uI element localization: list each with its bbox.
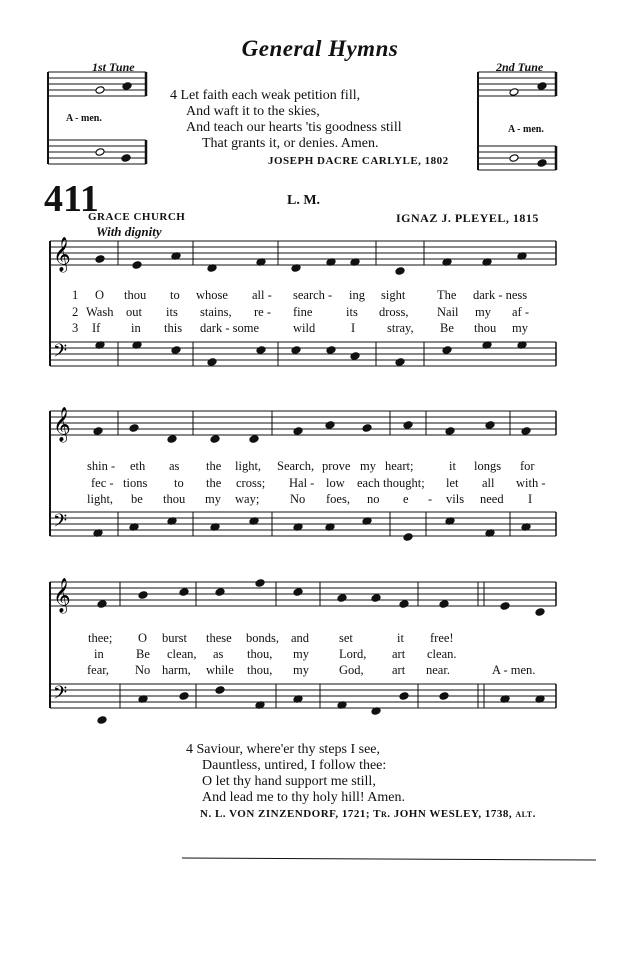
lyric-syllable: need [480, 492, 504, 506]
lyric-syllable: harm, [162, 663, 191, 677]
verse-number: 2 [72, 305, 79, 319]
note-head [403, 533, 413, 542]
note-head [293, 427, 303, 436]
lyric-syllable: thou [474, 321, 497, 335]
lyric-syllable: my [293, 663, 309, 677]
lyric-syllable: dark - ness [473, 288, 528, 302]
lyric-syllable: prove [322, 459, 351, 473]
lyric-syllable: all - [252, 288, 272, 302]
lyric-syllable: heart; [385, 459, 414, 473]
note-head [132, 261, 142, 270]
lyric-syllable: free! [430, 631, 454, 645]
note-head [326, 346, 336, 355]
lyric-syllable: light, [235, 459, 262, 473]
lyric-syllable: cross; [236, 476, 266, 490]
lyric-syllable: tions [123, 476, 148, 490]
tempo-marking: With dignity [96, 224, 162, 239]
prev-stanza-line: That grants it, or denies. Amen. [202, 136, 379, 151]
lyric-syllable: Search, [277, 459, 315, 473]
note-head [95, 148, 105, 157]
prev-stanza-line: And waft it to the skies, [186, 104, 320, 119]
bass-clef-icon: 𝄢 [53, 341, 68, 366]
stanza-line: 4 Saviour, where'er thy steps I see, [186, 742, 381, 757]
lyric-syllable: God, [339, 663, 364, 677]
lyric-syllable: clean, [167, 647, 197, 661]
note-head [350, 352, 360, 361]
lyric-syllable: search - [293, 288, 333, 302]
note-head [395, 267, 405, 276]
note-head [325, 421, 335, 430]
lyric-syllable: the [206, 476, 222, 490]
lyric-syllable: af - [512, 305, 529, 319]
lyric-syllable: and [291, 631, 310, 645]
note-head [371, 594, 381, 603]
note-head [439, 600, 449, 609]
lyric-syllable: The [437, 288, 457, 302]
lyric-syllable: this [164, 321, 183, 335]
lyric-syllable: with - [516, 476, 546, 490]
note-head [293, 588, 303, 597]
lyric-syllable: my [360, 459, 376, 473]
lyric-syllable: fear, [87, 663, 110, 677]
note-head [337, 594, 347, 603]
note-head [399, 692, 409, 701]
lyric-syllable: If [92, 321, 101, 335]
lyric-syllable: out [126, 305, 142, 319]
note-head [521, 427, 531, 436]
lyric-syllable: e [403, 492, 409, 506]
lyric-syllable: thou, [247, 663, 273, 677]
note-head [249, 435, 259, 444]
lyric-syllable: light, [87, 492, 114, 506]
page-header: General Hymns [241, 36, 399, 61]
lyric-syllable: its [166, 305, 178, 319]
note-head [121, 154, 131, 163]
lyric-syllable: set [339, 631, 353, 645]
lyric-syllable: to [174, 476, 184, 490]
note-head [485, 421, 495, 430]
lyric-syllable: No [290, 492, 306, 506]
lyric-syllable: foes, [326, 492, 350, 506]
tune-name: GRACE CHURCH [88, 211, 186, 223]
lyric-syllable: A - men. [492, 663, 536, 677]
note-head [138, 591, 148, 600]
note-head [255, 579, 265, 588]
lyric-syllable: near. [426, 663, 450, 677]
lyric-syllable: whose [196, 288, 228, 302]
note-head [97, 716, 107, 725]
lyric-syllable: its [346, 305, 358, 319]
composer: IGNAZ J. PLEYEL, 1815 [396, 211, 539, 225]
note-head [509, 88, 519, 97]
note-head [122, 82, 132, 91]
lyric-syllable: vils [446, 492, 465, 506]
lyric-syllable: I [528, 492, 533, 506]
lyric-syllable: all [482, 476, 495, 490]
note-head [95, 86, 105, 95]
note-head [362, 424, 372, 433]
lyric-syllable: it [449, 459, 456, 473]
prev-stanza-line: And teach our hearts 'tis goodness still [186, 120, 402, 135]
lyric-syllable: wild [293, 321, 316, 335]
lyric-syllable: thee; [88, 631, 113, 645]
lyric-syllable: as [169, 459, 180, 473]
note-head [210, 435, 220, 444]
note-head [215, 588, 225, 597]
lyric-syllable: for [520, 459, 535, 473]
lyric-syllable: while [206, 663, 234, 677]
tune1-amen-text: A - men. [66, 113, 102, 124]
lyric-syllable: longs [474, 459, 502, 473]
note-head [439, 692, 449, 701]
note-head [537, 159, 547, 168]
note-head [93, 427, 103, 436]
bass-clef-icon: 𝄢 [53, 511, 68, 536]
lyric-syllable: dross, [379, 305, 409, 319]
note-head [167, 435, 177, 444]
lyric-syllable: stray, [387, 321, 414, 335]
note-head [399, 600, 409, 609]
lyric-syllable: Be [136, 647, 150, 661]
lyric-syllable: be [131, 492, 143, 506]
lyric-syllable: shin - [87, 459, 116, 473]
note-head [445, 427, 455, 436]
note-head [509, 154, 519, 163]
lyric-syllable: burst [162, 631, 187, 645]
verse-number: 3 [72, 321, 79, 335]
note-head [215, 686, 225, 695]
footer-rule [182, 858, 596, 860]
note-head [97, 600, 107, 609]
lyric-syllable: Wash [86, 305, 114, 319]
tune2-label: 2nd Tune [496, 60, 544, 74]
tune1-label: 1st Tune [92, 60, 135, 74]
stanza-line: And lead me to thy holy hill! Amen. [202, 790, 405, 805]
hymn-stanza-4 [186, 742, 405, 806]
lyric-syllable: Hal - [289, 476, 315, 490]
note-head [403, 421, 413, 430]
lyric-syllable: art [392, 647, 406, 661]
lyric-syllable: each [357, 476, 380, 490]
note-head [500, 602, 510, 611]
note-head [129, 424, 139, 433]
stanza-line: O let thy hand support me still, [202, 774, 376, 789]
lyric-syllable: low [326, 476, 345, 490]
note-head [395, 358, 405, 367]
lyric-syllable: I [351, 321, 356, 335]
lyric-syllable: fine [293, 305, 313, 319]
hymn-number: 411 [44, 178, 99, 220]
lyric-syllable: my [205, 492, 221, 506]
lyric-syllable: as [213, 647, 224, 661]
credit-text: N. L. VON ZINZENDORF, 1721; Tr. JOHN WESLEY, 1738, alt. [200, 808, 536, 820]
lyric-syllable: let [446, 476, 459, 490]
prev-stanza-line: 4 Let faith each weak petition fill, [170, 88, 361, 103]
note-head [171, 346, 181, 355]
note-head [256, 346, 266, 355]
lyric-syllable: Nail [437, 305, 459, 319]
tune2-amen-text: A - men. [508, 124, 544, 135]
lyric-syllable: no [367, 492, 380, 506]
lyric-syllable: my [475, 305, 491, 319]
lyric-syllable: it [397, 631, 404, 645]
lyric-syllable: thou, [247, 647, 273, 661]
lyric-syllable: thou [163, 492, 186, 506]
note-head [179, 692, 189, 701]
lyric-syllable: to [170, 288, 180, 302]
lyric-syllable: stains, [200, 305, 232, 319]
hymn-meter: L. M. [287, 193, 321, 208]
lyric-syllable: way; [235, 492, 260, 506]
note-head [535, 608, 545, 617]
lyric-syllable: sight [381, 288, 406, 302]
lyric-syllable: in [131, 321, 141, 335]
note-head [95, 255, 105, 264]
lyric-syllable: clean. [427, 647, 457, 661]
note-head [442, 346, 452, 355]
lyric-syllable: in [94, 647, 104, 661]
lyric-syllable: fec - [91, 476, 114, 490]
verse-number: 1 [72, 288, 79, 302]
bass-clef-icon: 𝄢 [53, 683, 68, 708]
lyric-syllable: ing [349, 288, 365, 302]
lyric-syllable: bonds, [246, 631, 279, 645]
lyric-syllable: - [428, 492, 433, 506]
lyric-syllable: dark - some [200, 321, 260, 335]
lyric-syllable: O [95, 288, 105, 302]
lyric-syllable: O [138, 631, 148, 645]
lyric-syllable: eth [130, 459, 146, 473]
treble-clef-icon: 𝄞 [53, 407, 71, 442]
prev-hymn-author: JOSEPH DACRE CARLYLE, 1802 [268, 155, 449, 167]
treble-clef-icon: 𝄞 [53, 237, 71, 272]
lyric-syllable: my [293, 647, 309, 661]
note-head [179, 588, 189, 597]
note-head [207, 358, 217, 367]
lyric-syllable: Be [440, 321, 454, 335]
lyric-syllable: these [206, 631, 232, 645]
lyric-syllable: thought; [383, 476, 425, 490]
lyric-syllable: re - [254, 305, 271, 319]
lyric-syllable: Lord, [339, 647, 367, 661]
lyric-syllable: my [512, 321, 528, 335]
treble-clef-icon: 𝄞 [53, 578, 71, 613]
note-head [537, 82, 547, 91]
note-head [291, 346, 301, 355]
lyric-syllable: the [206, 459, 222, 473]
lyric-syllable: art [392, 663, 406, 677]
lyric-syllable: thou [124, 288, 147, 302]
stanza-line: Dauntless, untired, I follow thee: [202, 758, 387, 773]
lyric-syllable: No [135, 663, 151, 677]
